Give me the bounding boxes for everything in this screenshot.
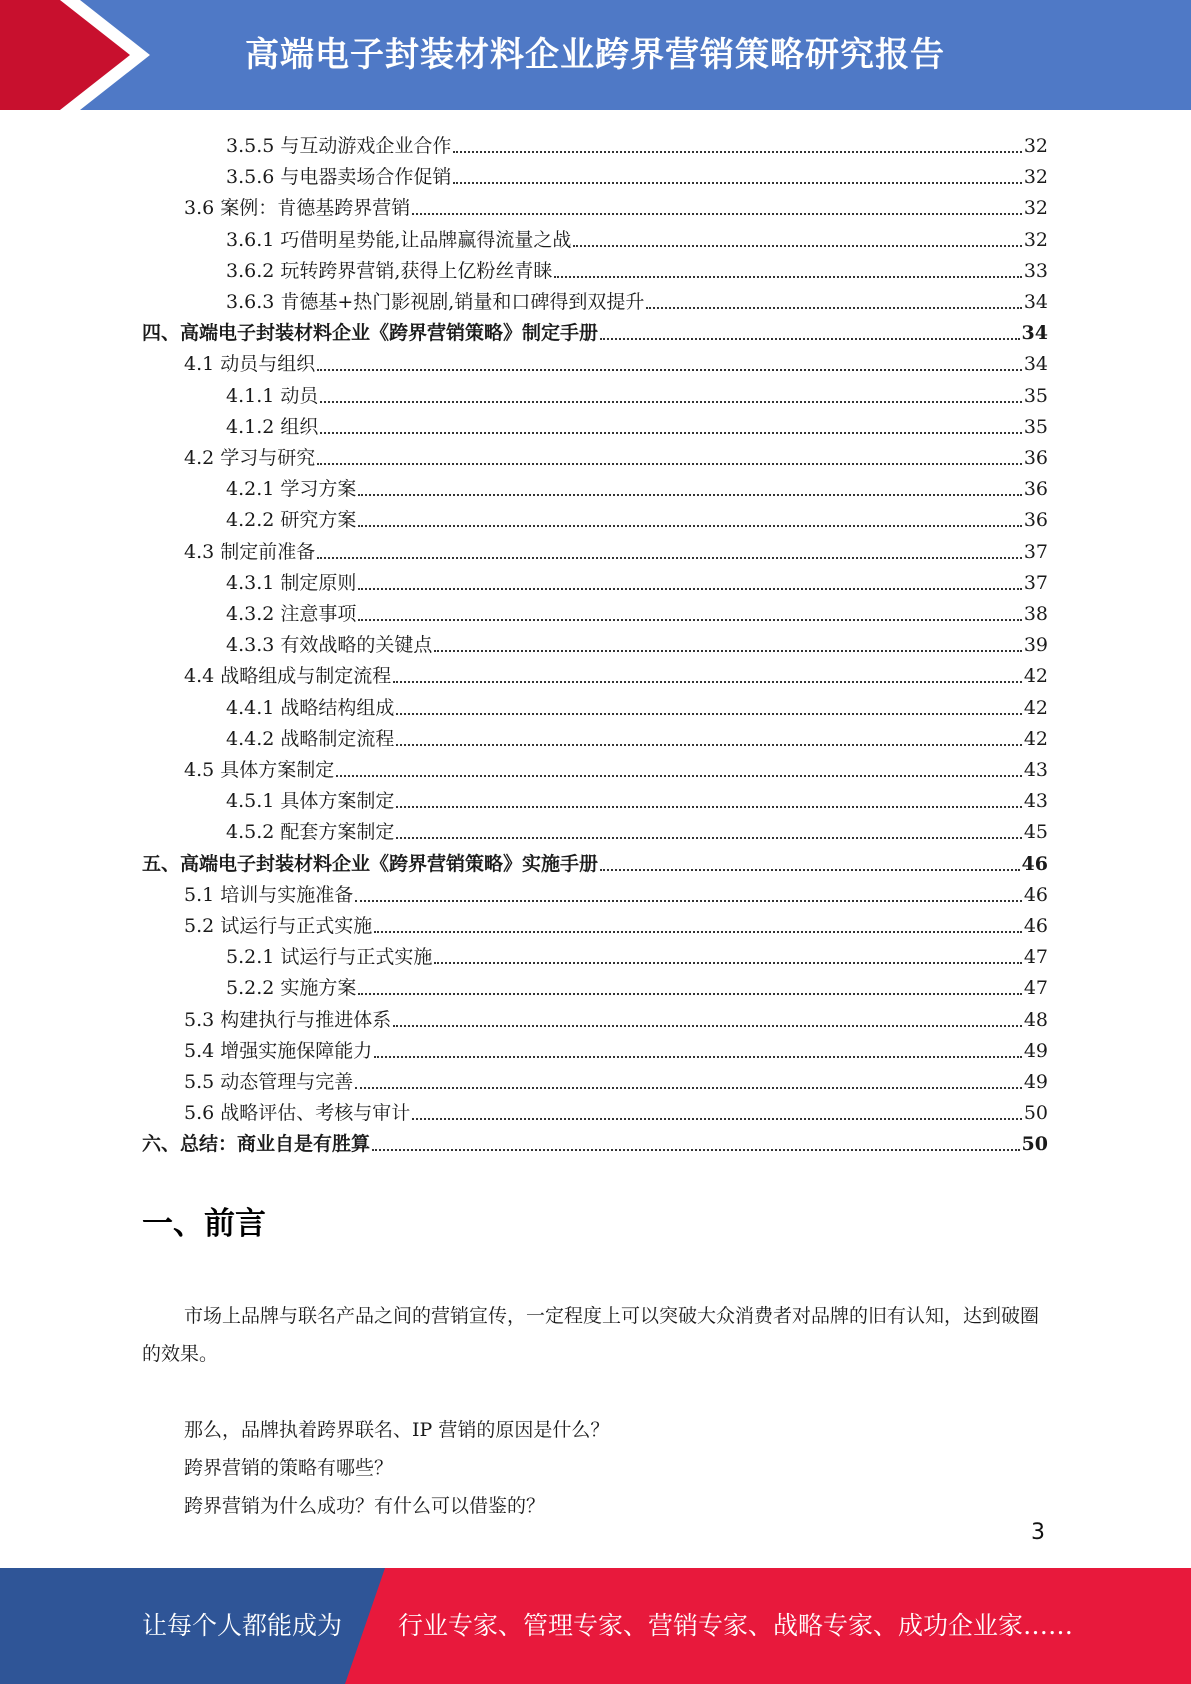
toc-entry-page: 37 bbox=[1023, 572, 1048, 594]
toc-entry-page: 32 bbox=[1023, 197, 1048, 219]
footer-slogan-right: 行业专家、管理专家、营销专家、战略专家、成功企业家…… bbox=[398, 1611, 1074, 1640]
toc-entry-page: 34 bbox=[1023, 291, 1048, 313]
toc-entry[interactable] bbox=[226, 378, 1048, 409]
toc-entry[interactable] bbox=[226, 502, 1048, 533]
toc-entry-label: 4.1 动员与组织 bbox=[184, 353, 316, 375]
toc-entry-label: 4.2.1 学习方案 bbox=[226, 478, 357, 500]
toc-entry-label: 4.3.1 制定原则 bbox=[226, 572, 357, 594]
toc-entry[interactable] bbox=[226, 409, 1048, 440]
toc-entry-label: 5.3 构建执行与推进体系 bbox=[184, 1009, 392, 1031]
toc-leader-dots bbox=[412, 1118, 1022, 1120]
toc-entry-page: 47 bbox=[1023, 946, 1048, 968]
toc-leader-dots bbox=[600, 338, 1020, 340]
toc-entry-label: 4.1.1 动员 bbox=[226, 385, 319, 407]
toc-entry-label: 3.6.3 肯德基+热门影视剧,销量和口碑得到双提升 bbox=[226, 291, 645, 313]
toc-entry-page: 45 bbox=[1023, 821, 1048, 843]
toc-entry-page: 47 bbox=[1023, 977, 1048, 999]
toc-leader-dots bbox=[320, 432, 1021, 434]
toc-entry[interactable] bbox=[226, 939, 1048, 970]
toc-entry-label: 5.2.2 实施方案 bbox=[226, 977, 357, 999]
page-header bbox=[0, 0, 1191, 110]
toc-entry-label: 3.6.2 玩转跨界营销,获得上亿粉丝青睐 bbox=[226, 260, 553, 282]
toc-leader-dots bbox=[317, 557, 1022, 559]
toc-entry-page: 50 bbox=[1023, 1102, 1048, 1124]
toc-leader-dots bbox=[646, 307, 1021, 309]
toc-entry-label: 四、高端电子封装材料企业《跨界营销策略》制定手册 bbox=[142, 322, 599, 344]
toc-entry[interactable] bbox=[226, 783, 1048, 814]
toc-leader-dots bbox=[355, 1087, 1022, 1089]
toc-entry-label: 5.4 增强实施保障能力 bbox=[184, 1040, 373, 1062]
toc-entry[interactable] bbox=[226, 627, 1048, 658]
toc-leader-dots bbox=[554, 276, 1021, 278]
toc-entry-label: 5.6 战略评估、考核与审计 bbox=[184, 1102, 411, 1124]
toc-entry[interactable] bbox=[184, 752, 1048, 783]
toc-entry-page: 46 bbox=[1023, 915, 1048, 937]
toc-entry-label: 4.4.2 战略制定流程 bbox=[226, 728, 395, 750]
toc-leader-dots bbox=[434, 962, 1021, 964]
toc-leader-dots bbox=[320, 401, 1021, 403]
toc-entry[interactable] bbox=[184, 1095, 1048, 1126]
toc-entry-page: 36 bbox=[1023, 447, 1048, 469]
toc-entry-page: 49 bbox=[1023, 1071, 1048, 1093]
toc-entry-page: 34 bbox=[1021, 322, 1048, 344]
header-chevron-icon bbox=[0, 0, 160, 110]
toc-entry-page: 43 bbox=[1023, 790, 1048, 812]
toc-entry-page: 39 bbox=[1023, 634, 1048, 656]
toc-entry[interactable] bbox=[226, 128, 1048, 159]
toc-entry-page: 38 bbox=[1023, 603, 1048, 625]
toc-entry-label: 4.5.1 具体方案制定 bbox=[226, 790, 395, 812]
toc-leader-dots bbox=[358, 588, 1021, 590]
toc-entry-label: 五、高端电子封装材料企业《跨界营销策略》实施手册 bbox=[142, 853, 599, 875]
toc-entry-label: 3.5.6 与电器卖场合作促销 bbox=[226, 166, 452, 188]
toc-entry-label: 5.2 试运行与正式实施 bbox=[184, 915, 373, 937]
section-heading: 一、前言 bbox=[142, 1206, 266, 1242]
page-number: 3 bbox=[1031, 1520, 1045, 1545]
toc-leader-dots bbox=[396, 806, 1021, 808]
toc-leader-dots bbox=[317, 463, 1022, 465]
toc-entry[interactable] bbox=[184, 346, 1048, 377]
toc-entry-page: 32 bbox=[1023, 229, 1048, 251]
toc-leader-dots bbox=[358, 525, 1021, 527]
toc-entry[interactable] bbox=[226, 596, 1048, 627]
toc-entry-label: 3.5.5 与互动游戏企业合作 bbox=[226, 135, 452, 157]
toc-entry-page: 37 bbox=[1023, 541, 1048, 563]
toc-leader-dots bbox=[372, 1149, 1020, 1151]
toc-leader-dots bbox=[453, 182, 1021, 184]
toc-entry-page: 42 bbox=[1023, 697, 1048, 719]
toc-entry-page: 35 bbox=[1023, 416, 1048, 438]
toc-entry-label: 4.3.3 有效战略的关键点 bbox=[226, 634, 433, 656]
toc-entry-page: 33 bbox=[1023, 260, 1048, 282]
question-line: 跨界营销为什么成功？有什么可以借鉴的？ bbox=[184, 1495, 546, 1517]
toc-entry-page: 36 bbox=[1023, 478, 1048, 500]
toc-entry-page: 46 bbox=[1023, 884, 1048, 906]
toc-entry-page: 36 bbox=[1023, 509, 1048, 531]
toc-entry-label: 5.1 培训与实施准备 bbox=[184, 884, 354, 906]
toc-leader-dots bbox=[374, 1056, 1022, 1058]
report-title: 高端电子封装材料企业跨界营销策略研究报告 bbox=[245, 35, 945, 75]
toc-leader-dots bbox=[600, 869, 1020, 871]
page-footer bbox=[0, 1568, 1191, 1684]
question-line: 跨界营销的策略有哪些？ bbox=[184, 1457, 394, 1479]
toc-entry[interactable] bbox=[142, 846, 1048, 877]
toc-entry[interactable] bbox=[226, 690, 1048, 721]
toc-leader-dots bbox=[336, 775, 1022, 777]
toc-entry-label: 5.5 动态管理与完善 bbox=[184, 1071, 354, 1093]
toc-leader-dots bbox=[573, 245, 1021, 247]
toc-leader-dots bbox=[412, 213, 1022, 215]
toc-entry-label: 4.5.2 配套方案制定 bbox=[226, 821, 395, 843]
toc-entry-page: 46 bbox=[1021, 853, 1048, 875]
toc-leader-dots bbox=[393, 1025, 1022, 1027]
toc-entry[interactable] bbox=[226, 721, 1048, 752]
toc-leader-dots bbox=[396, 744, 1021, 746]
toc-entry-label: 4.5 具体方案制定 bbox=[184, 759, 335, 781]
intro-paragraph: 市场上品牌与联名产品之间的营销宣传，一定程度上可以突破大众消费者对品牌的旧有认知，达到破圈的效果。 bbox=[142, 1305, 1040, 1365]
toc-entry[interactable] bbox=[184, 1002, 1048, 1033]
toc-entry-page: 32 bbox=[1023, 166, 1048, 188]
toc-entry[interactable] bbox=[184, 1064, 1048, 1095]
toc-entry-page: 35 bbox=[1023, 385, 1048, 407]
toc-entry-page: 42 bbox=[1023, 665, 1048, 687]
toc-leader-dots bbox=[358, 619, 1021, 621]
toc-entry[interactable] bbox=[226, 814, 1048, 845]
toc-entry[interactable] bbox=[184, 877, 1048, 908]
toc-leader-dots bbox=[374, 931, 1022, 933]
toc-entry[interactable] bbox=[184, 190, 1048, 221]
toc-entry[interactable] bbox=[184, 658, 1048, 689]
toc-entry-label: 4.2 学习与研究 bbox=[184, 447, 316, 469]
toc-entry-page: 32 bbox=[1023, 135, 1048, 157]
toc-entry[interactable] bbox=[226, 222, 1048, 253]
toc-entry[interactable] bbox=[226, 284, 1048, 315]
toc-entry-label: 六、总结：商业自是有胜算 bbox=[142, 1133, 371, 1155]
toc-entry[interactable] bbox=[226, 253, 1048, 284]
toc-leader-dots bbox=[317, 369, 1022, 371]
toc-entry[interactable] bbox=[142, 315, 1048, 346]
toc-entry[interactable] bbox=[184, 908, 1048, 939]
toc-entry-label: 4.3 制定前准备 bbox=[184, 541, 316, 563]
toc-entry-page: 43 bbox=[1023, 759, 1048, 781]
toc-entry-label: 5.2.1 试运行与正式实施 bbox=[226, 946, 433, 968]
toc-entry-label: 4.2.2 研究方案 bbox=[226, 509, 357, 531]
toc-leader-dots bbox=[358, 494, 1021, 496]
toc-leader-dots bbox=[393, 681, 1022, 683]
toc-entry-page: 42 bbox=[1023, 728, 1048, 750]
toc-leader-dots bbox=[358, 993, 1021, 995]
toc-entry[interactable] bbox=[184, 1033, 1048, 1064]
toc-entry-label: 4.3.2 注意事项 bbox=[226, 603, 357, 625]
toc-entry-page: 48 bbox=[1023, 1009, 1048, 1031]
toc-entry-label: 3.6.1 巧借明星势能,让品牌赢得流量之战 bbox=[226, 229, 572, 251]
toc-entry-page: 49 bbox=[1023, 1040, 1048, 1062]
toc-entry-label: 4.4 战略组成与制定流程 bbox=[184, 665, 392, 687]
question-line: 那么，品牌执着跨界联名、IP 营销的原因是什么？ bbox=[184, 1419, 610, 1441]
toc-leader-dots bbox=[453, 151, 1021, 153]
toc-entry[interactable] bbox=[226, 159, 1048, 190]
footer-slogan-left: 让每个人都能成为 bbox=[142, 1611, 343, 1640]
toc-entry[interactable] bbox=[184, 440, 1048, 471]
toc-leader-dots bbox=[396, 837, 1021, 839]
toc-entry[interactable] bbox=[226, 970, 1048, 1001]
toc-leader-dots bbox=[434, 650, 1021, 652]
toc-entry-page: 50 bbox=[1021, 1133, 1048, 1155]
toc-entry-label: 4.4.1 战略结构组成 bbox=[226, 697, 395, 719]
toc-entry[interactable] bbox=[184, 534, 1048, 565]
toc-entry[interactable] bbox=[142, 1126, 1048, 1157]
toc-entry-page: 34 bbox=[1023, 353, 1048, 375]
toc-entry-label: 4.1.2 组织 bbox=[226, 416, 319, 438]
toc-leader-dots bbox=[355, 900, 1022, 902]
toc-entry-label: 3.6 案例：肯德基跨界营销 bbox=[184, 197, 411, 219]
toc-entry[interactable] bbox=[226, 565, 1048, 596]
toc-leader-dots bbox=[396, 713, 1021, 715]
toc-entry[interactable] bbox=[226, 471, 1048, 502]
